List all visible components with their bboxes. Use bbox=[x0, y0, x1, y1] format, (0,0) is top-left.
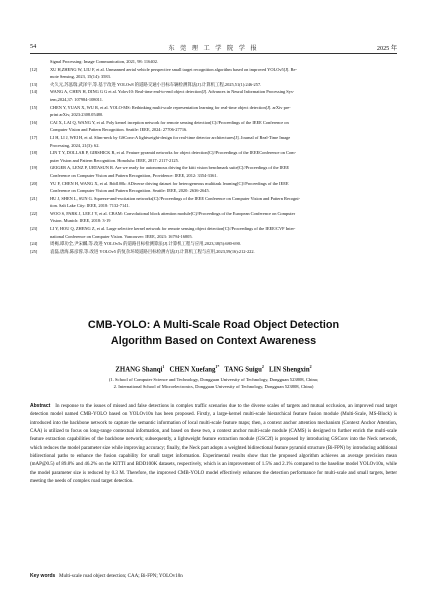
reference-number: [21] bbox=[30, 195, 38, 201]
reference-text: tem,2024,37: 107984-108011. bbox=[50, 96, 104, 102]
abstract-text: In response to the issues of missed and false detections in complex traffic scenarios due to the diverse scales of targets and mutual occlusion, an improved road target detection model named CMB-YOLO based on YOLOv10n has been proposed. Firstly, a large-kernel multi-scale hierarchical feature fusion module (Multi-Scale, MS-Block) is introduced into the backbone network to capture the semantic information of local multi-scale feature maps; then, a context anchor attention mechanism (Context Anchor Attention, CAA) is utilized to focus on long-range contextual information, and based on these two, a context anchor multi-scale module (CAMS) is designed to further enrich the multi-scale feature extraction capabilities of the backbone network; subsequently, a lightweight feature extraction module (GSC2f) is proposed by introducing GSConv into the Neck network, which reduces the model parameter size while improving accuracy; finally, the Neck part adopts a weighted bidirectional feature pyramid structure (Bi-FPN) by introducing additional bidirectional paths to enhance the fusion capability for small target information. Experimental results show that the proposed algorithm achieves an average precision mean (mAP@0.5) of 89.8% and 46.2% on the KITTI and BDD100K datasets, respectively, which is an improvement of 1.5% and 2.1% compared to the baseline model YOLOv10n, while the model parameter size is reduced by 0.3 M. Therefore, the improved CMB-YOLO model effectively enhances the detection performance for multi-scale and small targets, better meeting the needs of complex road target detection. bbox=[30, 404, 398, 485]
reference-number bbox=[30, 233, 50, 241]
reference-number bbox=[30, 126, 50, 134]
paper-title bbox=[0, 317, 427, 349]
reference-number bbox=[30, 111, 50, 119]
title-line-1: CMB-YOLO: A Multi-Scale Road Object Detection bbox=[87, 319, 340, 331]
reference-number bbox=[30, 172, 50, 180]
reference-number: [12] bbox=[30, 66, 38, 72]
affiliation-2: 2. International School of Microelectronics, Dongguan University of Technology, Dongguan 523808, China) bbox=[113, 384, 314, 390]
reference-entry bbox=[30, 172, 398, 180]
author-name: CHEN Xuefang bbox=[169, 366, 216, 374]
reference-text: LI H, LI J, WEI H, et al. Slim-neck by GSConv:A lightweight-design for real-time detector architectures[J]. Journal of Real-Time Image bbox=[50, 134, 291, 140]
reference-entry bbox=[30, 73, 398, 81]
reference-text: 周褐,谭功全,尹宋麟,等.改进 YOLOv5s 的道路目标检测算法[J].计算机工程与应用,2023,38(5):680-690. bbox=[50, 241, 241, 247]
reference-number: [25] bbox=[30, 248, 38, 254]
reference-entry bbox=[30, 195, 398, 203]
reference-number: [20] bbox=[30, 180, 38, 186]
reference-number: [14] bbox=[30, 89, 38, 95]
abstract-label: Abstract bbox=[30, 403, 51, 409]
reference-entry bbox=[30, 248, 398, 256]
title-line-2: Algorithm Based on Context Awareness bbox=[110, 335, 317, 347]
abstract bbox=[30, 402, 397, 486]
reference-number: [13] bbox=[30, 81, 38, 87]
reference-text: print arXiv, 2023:2308.05480. bbox=[50, 112, 104, 118]
reference-number bbox=[30, 187, 50, 195]
reference-text: LIN T Y, DOLLAR P, GIRSHICK R, et al. Feature pyramid networks for object detection[C]//Proceedings of the IEEEConference on Com- bbox=[50, 150, 297, 156]
reference-text: CHEN Y, YUAN X, WU R, et al. YOLO-MS: Rethinking multi-scale representation learning for real-time object detection[J]. arXiv pre- bbox=[50, 104, 291, 110]
reference-entry bbox=[30, 142, 398, 150]
reference-text: Processing, 2024, 21(3): 62. bbox=[50, 142, 100, 148]
reference-entry bbox=[30, 240, 398, 248]
reference-number bbox=[30, 202, 50, 210]
reference-list bbox=[30, 58, 398, 255]
reference-text: Computer Vision and Pattern Recognition. Seattle: IEEE, 2024: 27706-27716. bbox=[50, 127, 188, 133]
reference-number bbox=[30, 142, 50, 150]
keywords bbox=[30, 572, 397, 581]
author-name: LIN Shengxin bbox=[268, 366, 310, 374]
reference-text: Signal Processing: Image Communication, 2021, 98: 116402. bbox=[50, 59, 159, 64]
reference-text: WOO S, PARK J, LEE J Y, et al. CBAM: Convolutional block attention module[C]//Proceedings of the European Conference on Computer bbox=[50, 210, 296, 216]
author-affiliation-mark: 2 bbox=[261, 364, 264, 369]
reference-number: [22] bbox=[30, 210, 38, 216]
reference-entry bbox=[30, 187, 398, 195]
reference-entry bbox=[30, 66, 398, 74]
reference-text: GEIGER A, LENZ P, URTASUN R. Are we ready for autonomous driving the kitti vision benchmark suite[C]//Proceedings of the IEEE bbox=[50, 165, 290, 171]
reference-text: YU F, CHEN H, WANG X, et al. Bdd100k: ADiverse driving dataset for heterogeneous multitask learning[C]//Proceedings of the IEEE bbox=[50, 180, 289, 186]
reference-text: 火久元,苏泓瑞,武泽宇,等.基于改进 YOLOv8 的道路交通小目标车辆检测算法[J].计算机工程,2025,51(1):246-257. bbox=[50, 81, 262, 87]
reference-text: LI Y, HOU Q, ZHENG Z, et al. Large selective kernel network for remote sensing object detection[C]//Proceedings of the IEEE/CVF Inter- bbox=[50, 226, 296, 232]
reference-text: 袁磊,唐海,陈彦蓉,等.改进 YOLOv5 的复杂环境道路目标检测方法[J].计算机工程与应用,2023,59(16):212-222. bbox=[50, 248, 255, 254]
reference-entry bbox=[30, 164, 398, 172]
author-affiliation-mark: 1* bbox=[215, 364, 220, 369]
reference-text: Vision. Munich: IEEE, 2018: 3-19 bbox=[50, 218, 111, 224]
header-rule bbox=[30, 53, 397, 54]
reference-entry bbox=[30, 58, 398, 66]
reference-text: mote Sensing, 2023, 15(14): 3583. bbox=[50, 74, 111, 80]
journal-year: 2025 年 bbox=[376, 45, 397, 52]
reference-entry bbox=[30, 104, 398, 112]
reference-entry bbox=[30, 88, 398, 96]
reference-entry bbox=[30, 119, 398, 127]
running-header bbox=[30, 43, 397, 53]
reference-number bbox=[30, 73, 50, 81]
reference-entry bbox=[30, 233, 398, 241]
reference-number: [18] bbox=[30, 150, 38, 156]
reference-number: [16] bbox=[30, 119, 38, 125]
reference-entry bbox=[30, 111, 398, 119]
reference-entry bbox=[30, 217, 398, 225]
reference-number: [15] bbox=[30, 104, 38, 110]
reference-text: puter Vision and Pattern Recognition. Honolulu: IEEE, 2017: 2117-2125. bbox=[50, 157, 179, 163]
reference-number bbox=[30, 217, 50, 225]
reference-number: [17] bbox=[30, 134, 38, 140]
reference-text: Conference on Computer Vision and Pattern Recognition. Seattle: IEEE, 2020: 2636-2645. bbox=[50, 188, 210, 194]
reference-number: [19] bbox=[30, 165, 38, 171]
reference-text: Conference on Computer Vision and Pattern Recognition, Providence: IEEE, 2012: 3354-3361. bbox=[50, 172, 218, 178]
reference-text: tion. Salt Lake City: IEEE, 2018: 7132-7141. bbox=[50, 203, 130, 209]
author-affiliation-mark: 1 bbox=[162, 364, 165, 369]
reference-entry bbox=[30, 149, 398, 157]
reference-entry bbox=[30, 126, 398, 134]
reference-entry bbox=[30, 210, 398, 218]
reference-number bbox=[30, 157, 50, 165]
journal-name: 东 莞 理 工 学 院 学 报 bbox=[168, 45, 259, 52]
reference-entry bbox=[30, 96, 398, 104]
reference-entry bbox=[30, 180, 398, 188]
page-number: 54 bbox=[30, 43, 37, 50]
reference-entry bbox=[30, 134, 398, 142]
reference-text: XU H,ZHENG W, LIU F, et al. Unmanned aerial vehicle perspective small target recognition algorithm based on improved YOLOv5[J]. Re- bbox=[50, 66, 297, 72]
affiliations bbox=[0, 376, 427, 391]
reference-text: national Conference on Computer Vision. Vancouver: IEEE, 2023: 16794-16805. bbox=[50, 233, 193, 239]
reference-entry bbox=[30, 81, 398, 89]
reference-number bbox=[30, 96, 50, 104]
reference-entry bbox=[30, 202, 398, 210]
reference-text: WANG A, CHEN H, DING G G et al. Yolov10: Real-time end-to-end object detection[J]. Advances in Neural Information Processing Sys- bbox=[50, 89, 295, 95]
reference-text: HU J, SHEN L, SUN G. Squeeze-and-excitation networks[C]//Proceedings of the IEEE Conference on Computer Vision and Pattern Recogni- bbox=[50, 195, 301, 201]
reference-number: [24] bbox=[30, 241, 38, 247]
author-list bbox=[0, 364, 427, 373]
reference-number bbox=[30, 58, 50, 66]
reference-entry bbox=[30, 157, 398, 165]
author-name: ZHANG Shanqi bbox=[115, 366, 163, 374]
keywords-text: Multi-scale road object detection; CAA; Bi-FPN; YOLOv10n bbox=[59, 574, 183, 579]
keywords-label: Key words bbox=[30, 573, 56, 579]
author-affiliation-mark: 2 bbox=[309, 364, 312, 369]
reference-entry bbox=[30, 225, 398, 233]
author-name: TANG Suigu bbox=[224, 366, 262, 374]
reference-number: [23] bbox=[30, 226, 38, 232]
affiliation-1: (1. School of Computer Science and Technology, Dongguan University of Technology, Dongguan 523808, China; bbox=[108, 377, 319, 382]
reference-text: CAI X, LAI Q, WANG Y, et al. Poly kernel inception network for remote sensing detection[C]//Proceedings of the IEEE Conference on bbox=[50, 119, 289, 125]
